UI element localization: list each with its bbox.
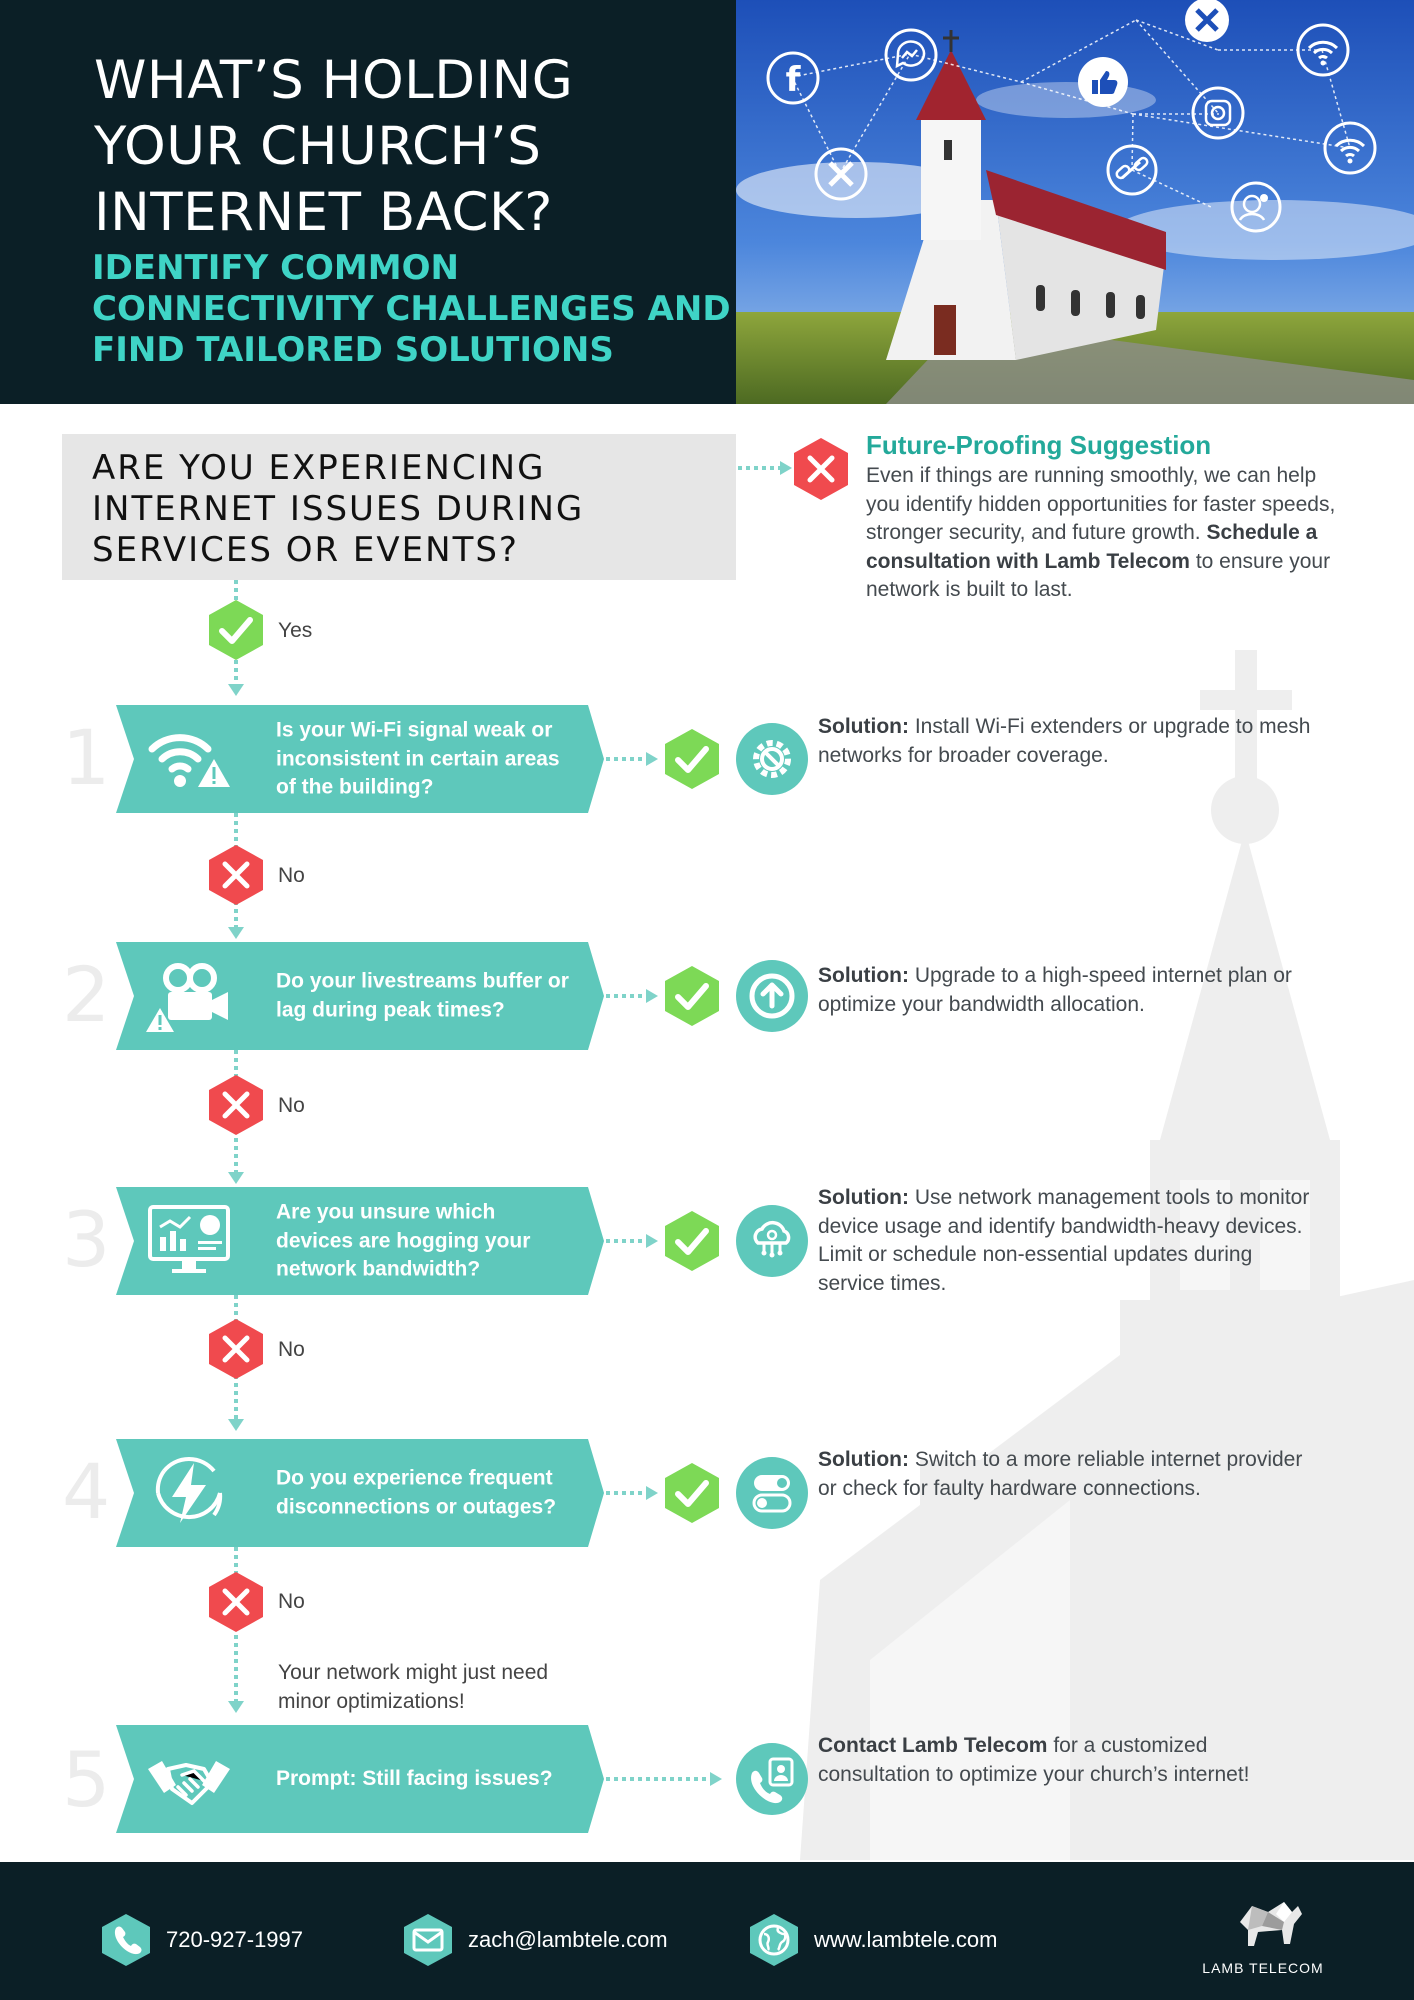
step-5-banner bbox=[116, 1725, 604, 1833]
globe-icon bbox=[746, 1912, 802, 1968]
wifi-icon bbox=[1325, 123, 1375, 173]
step-number: 4 bbox=[62, 1447, 111, 1536]
lamb-telecom-logo bbox=[1188, 1882, 1338, 1982]
step-1-banner bbox=[116, 705, 604, 813]
link-icon bbox=[1108, 146, 1156, 194]
step-5-solution bbox=[818, 1732, 1318, 1789]
solution-text: Use network management tools to monitor device usage and identify bandwidth-heavy devices. Limit or schedule non-essential updates during service times. bbox=[818, 1186, 1310, 1295]
lamb-logo-mark bbox=[1188, 1882, 1338, 1962]
logo-wordmark: LAMB TELECOM bbox=[1202, 1960, 1324, 1976]
intro-question: ARE YOU EXPERIENCING INTERNET ISSUES DURING SERVICES OR EVENTS? bbox=[92, 448, 585, 570]
step-4-solution bbox=[818, 1446, 1318, 1503]
email-contact[interactable] bbox=[400, 1912, 668, 1968]
cloud-network-icon bbox=[736, 1205, 808, 1277]
no-label: No bbox=[278, 864, 305, 887]
step-number: 1 bbox=[62, 713, 111, 802]
dotted-arrow bbox=[604, 747, 662, 771]
step-3-question: Are you unsure which devices are hogging your network bandwidth? bbox=[276, 1200, 531, 1281]
step-4-question: Do you experience frequent disconnections or outages? bbox=[276, 1466, 557, 1518]
step-number: 5 bbox=[62, 1735, 111, 1824]
instagram-icon bbox=[1193, 88, 1243, 138]
check-icon bbox=[660, 727, 724, 791]
upload-speed-icon bbox=[736, 960, 808, 1032]
no-label: No bbox=[278, 1590, 305, 1613]
step-2-question: Do your livestreams buffer or lag during peak times? bbox=[276, 969, 569, 1021]
wrench-gear-icon bbox=[736, 723, 808, 795]
future-proofing-title: Future-Proofing Suggestion bbox=[866, 430, 1212, 460]
solution-label: Solution: bbox=[818, 1186, 909, 1209]
dotted-arrow bbox=[604, 1481, 662, 1505]
like-icon bbox=[1078, 57, 1128, 107]
solution-label: Solution: bbox=[818, 964, 909, 987]
phone-icon bbox=[98, 1912, 154, 1968]
contact-cta-label: Contact Lamb Telecom bbox=[818, 1734, 1048, 1757]
solution-text: Install Wi-Fi extenders or upgrade to mesh networks for broader coverage. bbox=[818, 715, 1311, 767]
future-body-text-end: to ensure your network is built to last. bbox=[866, 549, 1331, 601]
minor-optimizations-note: Your network might just need minor optimizations! bbox=[278, 1661, 549, 1713]
step-4-banner bbox=[116, 1439, 604, 1547]
svg-text:f: f bbox=[785, 60, 801, 100]
header-panel bbox=[0, 0, 736, 404]
x-icon bbox=[1185, 0, 1229, 42]
email-address: zach@lambtele.com bbox=[468, 1927, 668, 1952]
check-icon bbox=[204, 598, 268, 662]
solution-text: for a customized consultation to optimize your church’s internet! bbox=[818, 1734, 1250, 1786]
close-icon bbox=[204, 1073, 268, 1137]
dotted-arrow bbox=[736, 456, 796, 480]
step-5-prompt: Prompt: Still facing issues? bbox=[276, 1766, 553, 1790]
intro-question-box bbox=[62, 434, 736, 580]
future-body-text: Even if things are running smoothly, we can help you identify hidden opportunities for faster speeds, stronger security, and future growth. bbox=[866, 464, 1336, 544]
website-url: www.lambtele.com bbox=[814, 1927, 998, 1952]
step-number: 3 bbox=[62, 1195, 111, 1284]
solution-text: Upgrade to a high-speed internet plan or optimize your bandwidth allocation. bbox=[818, 964, 1292, 1016]
video-camera-warning-icon bbox=[146, 956, 232, 1036]
step-2-solution bbox=[818, 962, 1318, 1019]
future-proofing-block bbox=[866, 428, 1336, 605]
step-1-solution bbox=[818, 713, 1318, 770]
email-icon bbox=[400, 1912, 456, 1968]
step-2-banner bbox=[116, 942, 604, 1050]
phone-contact[interactable] bbox=[98, 1912, 303, 1968]
future-body-bold: Schedule a consultation with Lamb Telecom bbox=[866, 521, 1318, 573]
dotted-arrow bbox=[604, 1767, 726, 1791]
church-photo bbox=[736, 0, 1414, 404]
monitor-analytics-icon bbox=[146, 1201, 232, 1281]
step-1-question: Is your Wi-Fi signal weak or inconsistent in certain areas of the building? bbox=[276, 718, 560, 799]
facebook-icon bbox=[768, 53, 818, 103]
user-settings-icon bbox=[1232, 183, 1280, 231]
toggle-switch-icon bbox=[736, 1457, 808, 1529]
no-label: No bbox=[278, 1338, 305, 1361]
solution-label: Solution: bbox=[818, 715, 909, 738]
check-icon bbox=[660, 1461, 724, 1525]
wifi-warning-icon bbox=[146, 719, 232, 799]
phone-number: 720-927-1997 bbox=[166, 1927, 304, 1952]
future-proofing-body bbox=[866, 462, 1336, 605]
lightning-bolt-icon bbox=[146, 1453, 232, 1533]
wifi-icon bbox=[1298, 25, 1348, 75]
step-number: 2 bbox=[62, 950, 111, 1039]
contact-phone-icon bbox=[736, 1743, 808, 1815]
messenger-icon bbox=[886, 30, 936, 80]
dotted-arrow bbox=[604, 1229, 662, 1253]
page-subtitle: IDENTIFY COMMON CONNECTIVITY CHALLENGES AND FIND TAILORED SOLUTIONS bbox=[92, 248, 731, 370]
check-icon bbox=[660, 1209, 724, 1273]
close-icon bbox=[204, 843, 268, 907]
dotted-arrow bbox=[604, 984, 662, 1008]
no-label: No bbox=[278, 1094, 305, 1117]
close-icon bbox=[204, 1317, 268, 1381]
page-title: WHAT’S HOLDING YOUR CHURCH’S INTERNET BACK? bbox=[94, 50, 574, 243]
step-3-solution bbox=[818, 1184, 1318, 1298]
close-icon bbox=[788, 436, 854, 502]
x-icon bbox=[816, 149, 866, 199]
website-contact[interactable] bbox=[746, 1912, 997, 1968]
close-icon bbox=[204, 1570, 268, 1634]
footer bbox=[0, 1862, 1414, 2000]
step-3-banner bbox=[116, 1187, 604, 1295]
solution-text: Switch to a more reliable internet provider or check for faulty hardware connections. bbox=[818, 1448, 1303, 1500]
check-icon bbox=[660, 964, 724, 1028]
yes-label: Yes bbox=[278, 619, 313, 642]
solution-label: Solution: bbox=[818, 1448, 909, 1471]
handshake-icon bbox=[146, 1739, 232, 1819]
